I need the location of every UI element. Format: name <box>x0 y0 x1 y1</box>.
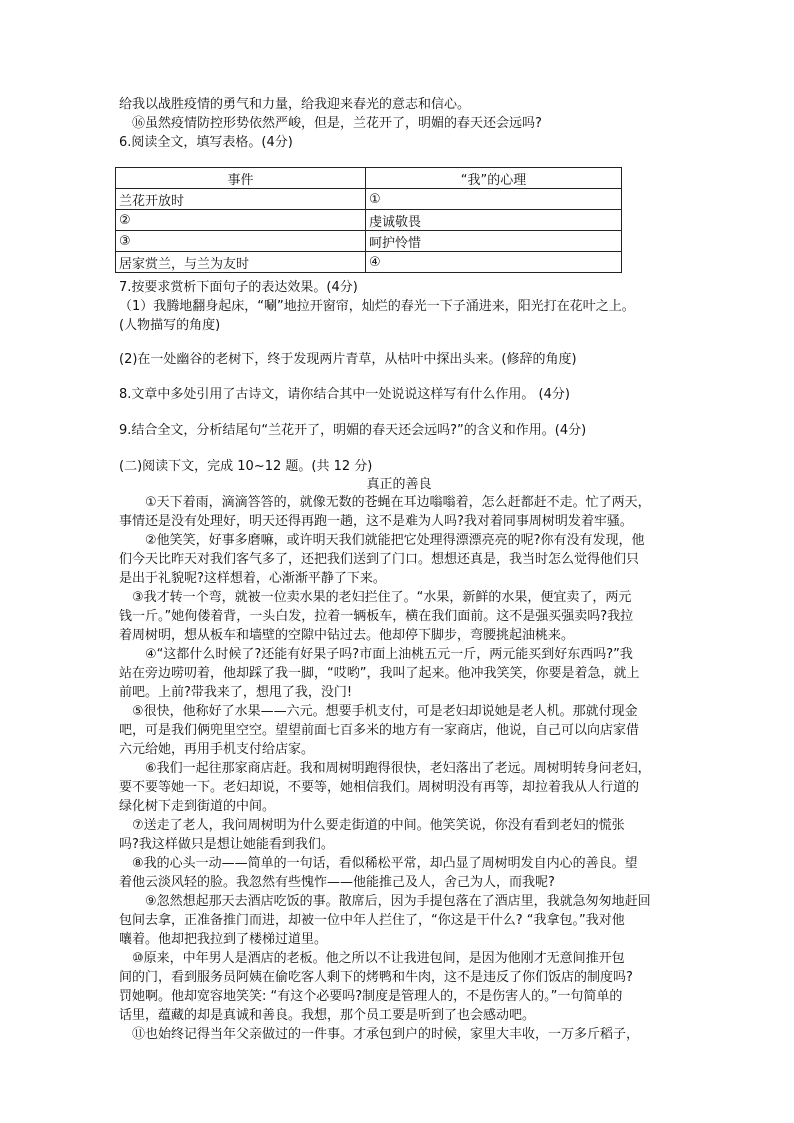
table-cell: ④ <box>366 252 622 273</box>
article-line: 间的门，看到服务员阿姨在偷吃客人剩下的烤鸭和牛肉，这不是违反了你们饭店的制度吗? <box>119 970 633 985</box>
article-line: 吧，可是我们俩兜里空空。望望前面七百多米的地方有一家商店，他说，自己可以向店家借 <box>119 723 640 738</box>
question-9: 9.结合全文，分析结尾句“兰花开了，明媚的春天还会远吗?”的含义和作用。(4分) <box>119 423 587 438</box>
article-line: 们今天比昨天对我们客气多了，还把我们送到了门口。想想还真是，我当时怎么觉得他们只 <box>119 552 640 567</box>
article-line: 六元给她，再用手机支付给店家。 <box>119 742 315 757</box>
table-cell: 呵护怜惜 <box>366 231 622 252</box>
text-line: ⑯虽然疫情防控形势依然严峻，但是，兰花开了，明媚的春天还会远吗? <box>119 116 542 131</box>
table-cell: ② <box>116 210 366 231</box>
table-row <box>116 231 622 252</box>
question-7-2: (2)在一处幽谷的老树下，终于发现两片青草，从枯叶中探出头来。(修辞的角度) <box>119 352 577 367</box>
table-header: 事件 <box>116 168 366 189</box>
article-line: 罚她啊。他却宽容地笑笑: “有这个必要吗?制度是管理人的，不是伤害人的。”一句简单的 <box>119 989 623 1004</box>
article-line: 前吧。上前?带我来了，想甩了我，没门! <box>119 685 353 700</box>
article-line: ⑩原来，中年男人是酒店的老板。他之所以不让我进包间，是因为他刚才无意间推开包 <box>119 951 625 966</box>
question-8: 8.文章中多处引用了古诗文，请你结合其中一处说说这样写有什么作用。 (4分) <box>119 387 570 402</box>
article-line: ③我才转一个弯，就被一位卖水果的老妇拦住了。“水果，新鲜的水果，便宜卖了，两元 <box>119 590 632 605</box>
article-line: 吗?我这样做只是想让她能看到我们。 <box>119 837 334 852</box>
article-line: 包间去拿，正准备推门而进，却被一位中年人拦住了，“你这是干什么? “我拿包。”我对他 <box>119 913 625 928</box>
article-line: 站在旁边唠叨着，他却踩了我一脚，“哎哟”，我叫了起来。他冲我笑笑，你要是着急，就上 <box>119 666 640 681</box>
table-cell: ① <box>366 189 622 210</box>
question-7-1: （1）我腾地翻身起床，“唰”地拉开窗帘，灿烂的春光一下子涌进来，阳光打在花叶之上。 <box>119 299 635 314</box>
article-line: ①天下着雨，滴滴答答的，就像无数的苍蝇在耳边嗡嗡着，怎么赶都赶不走。忙了两天， <box>119 495 651 510</box>
table-row <box>116 189 622 210</box>
article-line: ⑪也始终记得当年父亲做过的一件事。才承包到户的时候，家里大丰收，一万多斤稻子， <box>119 1027 640 1042</box>
table-cell: 兰花开放时 <box>116 189 366 210</box>
article-line: ②他笑笑，好事多磨嘛，或许明天我们就能把它处理得漂漂亮亮的呢?你有没有发现，他 <box>119 533 645 548</box>
article-line: 要不要等她一下。老妇却说，不要等，她相信我们。周树明没有再等，却拉着我从人行道的 <box>119 780 640 795</box>
table-cell: 虔诚敬畏 <box>366 210 622 231</box>
article-line: 着周树明，想从板车和墙壁的空隙中钻过去。他却停下脚步，弯腰挑起油桃来。 <box>119 628 575 643</box>
article-title: 真正的善良 <box>366 477 432 492</box>
article-line: ⑤很快，他称好了水果——六元。想要手机支付，可是老妇却说她是老人机。那就付现金 <box>119 704 638 719</box>
text-line: 给我以战胜疫情的勇气和力量，给我迎来春光的意志和信心。 <box>119 97 471 112</box>
table-cell: ③ <box>116 231 366 252</box>
question-7-1-hint: (人物描写的角度) <box>119 318 221 333</box>
table-header: “我”的心理 <box>366 168 622 189</box>
article-line: 绿化树下走到街道的中间。 <box>119 799 276 814</box>
article-line: ④“这都什么时候了?还能有好果子吗?市面上油桃五元一斤，两元能买到好东西吗?”我 <box>119 647 633 662</box>
article-line: 是出于礼貌呢?这样想着，心渐渐平静了下来。 <box>119 571 386 586</box>
table-header-row <box>116 168 622 189</box>
table-cell: 居家赏兰，与兰为友时 <box>116 252 366 273</box>
article-line: 话里，蕴藏的却是真诚和善良。我想，那个员工要是听到了也会感动吧。 <box>119 1008 536 1023</box>
article-line: ⑨忽然想起那天去酒店吃饭的事。散席后，因为手提包落在了酒店里，我就急匆匆地赶回 <box>119 894 651 909</box>
article-line: 钱一斤。”她佝偻着背，一头白发，拉着一辆板车，横在我们面前。这不是强买强卖吗?我拉 <box>119 609 634 624</box>
section-heading: (二)阅读下文，完成 10~12 题。(共 12 分) <box>119 459 373 474</box>
article-line: ⑦送走了老人，我问周树明为什么要走街道的中间。他笑笑说，你没有看到老妇的慌张 <box>119 818 625 833</box>
table-row <box>116 210 622 231</box>
question-6: 6.阅读全文，填写表格。(4分) <box>119 135 293 150</box>
article-line: 嚷着。他却把我拉到了楼梯过道里。 <box>119 932 328 947</box>
question-7: 7.按要求赏析下面句子的表达效果。(4分) <box>119 280 358 295</box>
events-table <box>115 167 622 273</box>
article-line: ⑥我们一起往那家商店赶。我和周树明跑得很快，老妇落出了老远。周树明转身问老妇， <box>119 761 651 776</box>
article-line: 事情还是没有处理好，明天还得再跑一趟，这不是难为人吗?我对着同事周树明发着牢骚。 <box>119 514 633 529</box>
article-line: 着他云淡风轻的脸。我忽然有些愧怍——他能推己及人，舍己为人，而我呢? <box>119 875 555 890</box>
table-row <box>116 252 622 273</box>
article-line: ⑧我的心头一动——简单的一句话，看似稀松平常，却凸显了周树明发自内心的善良。望 <box>119 856 638 871</box>
